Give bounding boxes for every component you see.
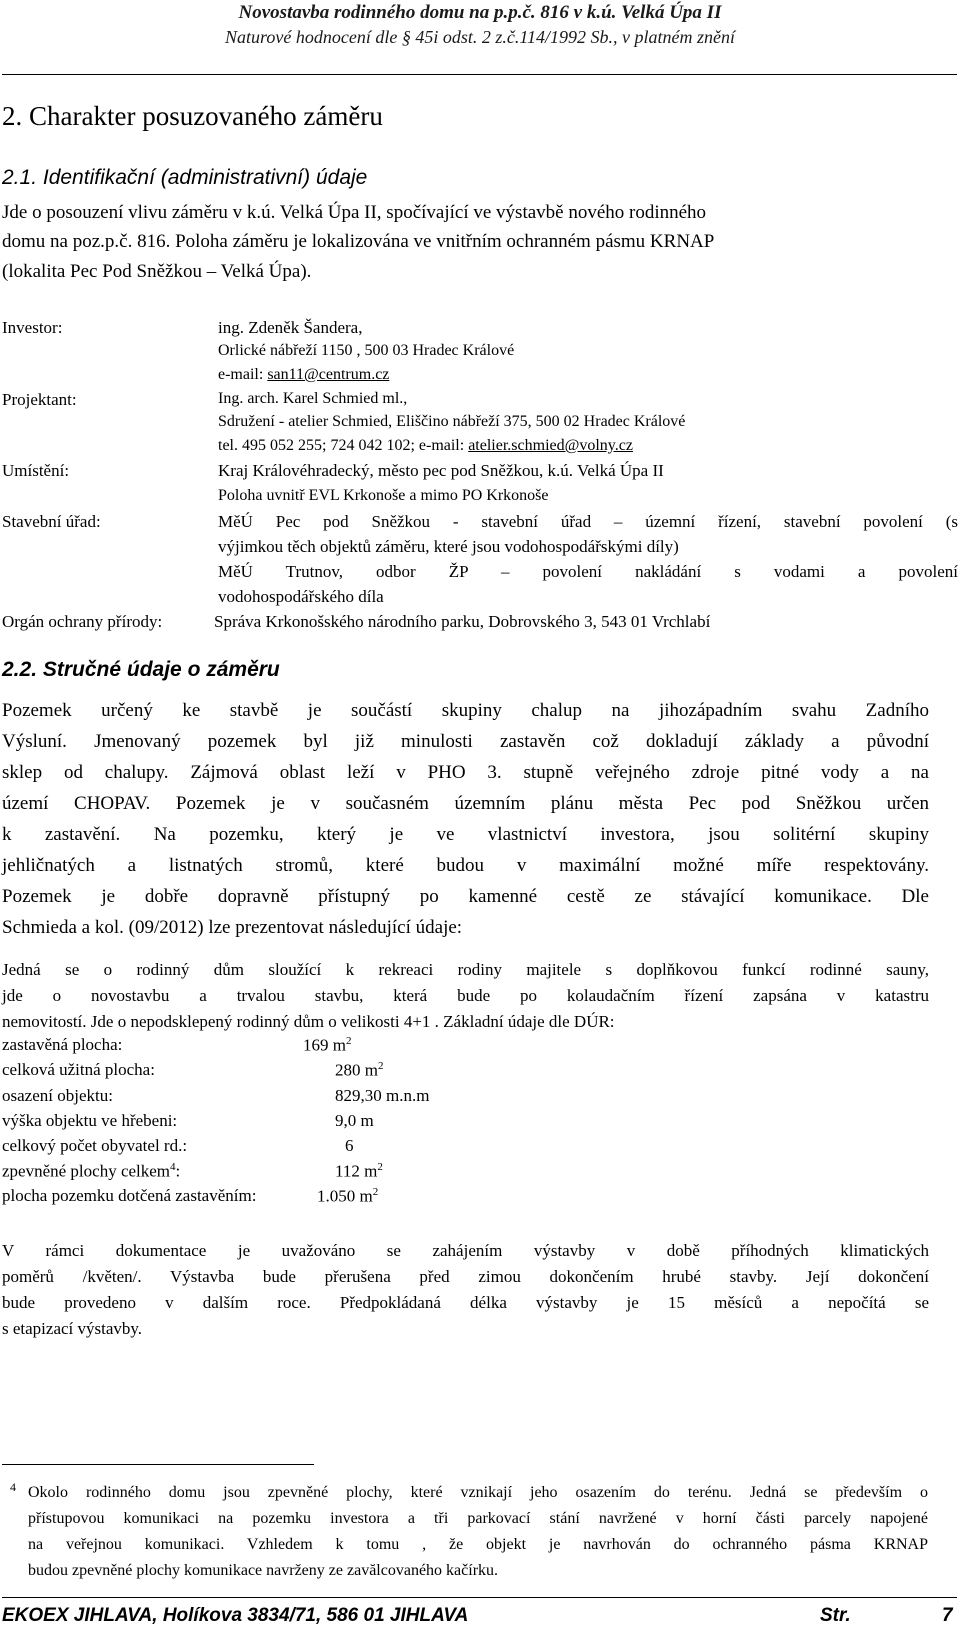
footnote-mark: 4: [10, 1480, 16, 1494]
data-value-text: 280 m: [335, 1060, 378, 1080]
investor-address: Orlické nábřeží 1150 , 500 03 Hradec Králové: [218, 342, 515, 359]
projektant-contact-row: [218, 437, 633, 455]
data-value-sup: 2: [377, 1060, 384, 1072]
data-value: 6: [345, 1136, 354, 1155]
paragraph-line: Pozemek je dobře dopravně přístupný po kamenné cestě ze stávající komunikace. Dle: [2, 886, 929, 907]
data-value: [335, 1161, 383, 1182]
document-header-subtitle: Naturové hodnocení dle § 45i odst. 2 z.č.114/1992 Sb., v platném znění: [225, 27, 735, 47]
paragraph-line: území CHOPAV. Pozemek je v současném územním plánu města Pec pod Sněžkou určen: [2, 793, 929, 814]
data-label: zastavěná plocha:: [2, 1035, 123, 1054]
document-header-title: Novostavba rodinného domu na p.p.č. 816 v k.ú. Velká Úpa II: [238, 2, 722, 23]
data-value-text: 169 m: [303, 1035, 346, 1055]
investor-name: ing. Zdeněk Šandera,: [218, 318, 363, 337]
organ-label: Orgán ochrany přírody:: [2, 612, 163, 631]
data-label: osazení objektu:: [2, 1086, 113, 1105]
footer-organization: EKOEX JIHLAVA, Holíkova 3834/71, 586 01 JIHLAVA: [2, 1605, 469, 1626]
paragraph-line: s etapizací výstavby.: [2, 1319, 143, 1338]
data-value-text: 1.050 m: [317, 1186, 373, 1206]
footnote-divider: [2, 1464, 314, 1465]
urad-line: výjimkou těch objektů záměru, které jsou vodohospodářskými díly): [218, 537, 679, 556]
subsection-heading: 2.2. Stručné údaje o záměru: [2, 658, 280, 681]
paragraph-line: V rámci dokumentace je uvažováno se zahájením výstavby v době příhodných klimatických: [2, 1241, 929, 1260]
intro-line: (lokalita Pec Pod Sněžkou – Velká Úpa).: [2, 261, 312, 282]
paragraph-line: Jedná se o rodinný dům sloužící k rekreaci rodiny majitele s doplňkovou funkcí rodinné sauny,: [2, 960, 929, 979]
investor-email-row: [218, 366, 389, 384]
paragraph-line: Pozemek určený ke stavbě je součástí skupiny chalup na jihozápadním svahu Zadního: [2, 700, 929, 721]
investor-email-prefix: e-mail:: [218, 366, 268, 383]
paragraph-line: jehličnatých a listnatých stromů, které budou v maximální možné míře respektovány.: [2, 855, 929, 876]
projektant-email-link[interactable]: atelier.schmied@volny.cz: [468, 437, 633, 454]
intro-line: domu na poz.p.č. 816. Poloha záměru je lokalizována ve vnitřním ochranném pásmu KRNAP: [2, 231, 715, 252]
data-label: plocha pozemku dotčená zastavěním:: [2, 1186, 257, 1205]
header-divider: [2, 74, 957, 75]
data-value: 829,30 m.n.m: [335, 1086, 430, 1105]
footnote-line: Okolo rodinného domu jsou zpevněné plochy, které vznikají jeho osazením do terénu. Jedná se především o: [28, 1484, 928, 1501]
paragraph-line: k zastavění. Na pozemku, který je ve vlastnictví investora, jsou solitérní skupiny: [2, 824, 929, 845]
footnote-line: budou zpevněné plochy komunikace navrženy ze zavălcovaného kačírku.: [28, 1562, 499, 1579]
data-label-suffix: :: [175, 1161, 181, 1181]
urad-line: MěÚ Pec pod Sněžkou - stavební úřad – územní řízení, stavební povolení (s: [218, 512, 958, 531]
projektant-tel: tel. 495 052 255; 724 042 102; e-mail:: [218, 437, 469, 454]
investor-email-link[interactable]: san11@centrum.cz: [267, 366, 390, 383]
data-value: [303, 1035, 351, 1056]
investor-label: Investor:: [2, 318, 63, 337]
data-label: celkový počet obyvatel rd.:: [2, 1136, 188, 1155]
umisteni-value: Kraj Královéhradecký, město pec pod Sněžkou, k.ú. Velká Úpa II: [218, 461, 664, 480]
footer-divider: [2, 1597, 957, 1598]
footnote-ref[interactable]: 4: [170, 1161, 176, 1173]
data-value-sup: 2: [372, 1186, 379, 1198]
data-value: 9,0 m: [335, 1111, 374, 1130]
data-value-text: 112 m: [335, 1161, 378, 1181]
footer-page-label: Str.: [820, 1605, 851, 1626]
paragraph-line: poměrů /květen/. Výstavba bude přerušena před zimou dokončením hrubé stavby. Její dokončení: [2, 1267, 929, 1286]
urad-label: Stavební úřad:: [2, 512, 101, 531]
umisteni-value-2: Poloha uvnitř EVL Krkonoše a mimo PO Krkonoše: [218, 487, 549, 504]
paragraph-line: sklep od chalupy. Zájmová oblast leží v PHO 3. stupně veřejného zdroje pitné vody a na: [2, 762, 929, 783]
footnote-line: na veřejnou komunikaci. Vzhledem k tomu , že objekt je navrhován do ochranného pásma KRNAP: [28, 1536, 928, 1553]
data-label: výška objektu ve hřebeni:: [2, 1111, 178, 1130]
data-label-with-footnote: [2, 1161, 180, 1182]
organ-value: Správa Krkonošského národního parku, Dobrovského 3, 543 01 Vrchlabí: [214, 612, 711, 631]
paragraph-line: Schmieda a kol. (09/2012) lze prezentovat následující údaje:: [2, 917, 463, 938]
data-value: [335, 1060, 383, 1081]
paragraph-line: bude provedeno v dalším roce. Předpokládaná délka výstavby je 15 měsíců a nepočítá se: [2, 1293, 929, 1312]
paragraph-line: nemovitostí. Jde o nepodsklepený rodinný dům o velikosti 4+1 . Základní údaje dle DÚR:: [2, 1012, 615, 1031]
data-value: [317, 1186, 378, 1207]
intro-line: Jde o posouzení vlivu záměru v k.ú. Velká Úpa II, spočívající ve výstavbě nového rodinného: [2, 202, 707, 223]
footnote-line: přístupovou komunikaci na pozemku investora a tři parkovací stání navržené v horní části parcely napojené: [28, 1510, 928, 1527]
data-value-sup: 2: [377, 1161, 383, 1173]
data-label-text: zpevněné plochy celkem: [2, 1161, 171, 1181]
projektant-label: Projektant:: [2, 390, 77, 409]
subsection-heading: 2.1. Identifikační (administrativní) údaje: [2, 166, 368, 189]
section-heading: 2. Charakter posuzovaného záměru: [2, 101, 383, 131]
umisteni-label: Umístění:: [2, 461, 70, 480]
paragraph-line: jde o novostavbu a trvalou stavbu, která bude po kolaudačním řízení zapsána v katastru: [2, 986, 929, 1005]
data-label: celková užitná plocha:: [2, 1060, 155, 1079]
urad-line: vodohospodářského díla: [218, 587, 384, 606]
urad-line: MěÚ Trutnov, odbor ŽP – povolení nakládání s vodami a povolení: [218, 562, 958, 581]
projektant-address: Sdružení - atelier Schmied, Eliščino nábřeží 375, 500 02 Hradec Králové: [218, 413, 686, 430]
projektant-name: Ing. arch. Karel Schmied ml.,: [218, 390, 408, 407]
data-value-sup: 2: [345, 1035, 352, 1047]
paragraph-line: Výsluní. Jmenovaný pozemek byl již minulosti zastavěn což dokladují základy a původní: [2, 731, 929, 752]
footer-page-number: 7: [942, 1605, 953, 1626]
